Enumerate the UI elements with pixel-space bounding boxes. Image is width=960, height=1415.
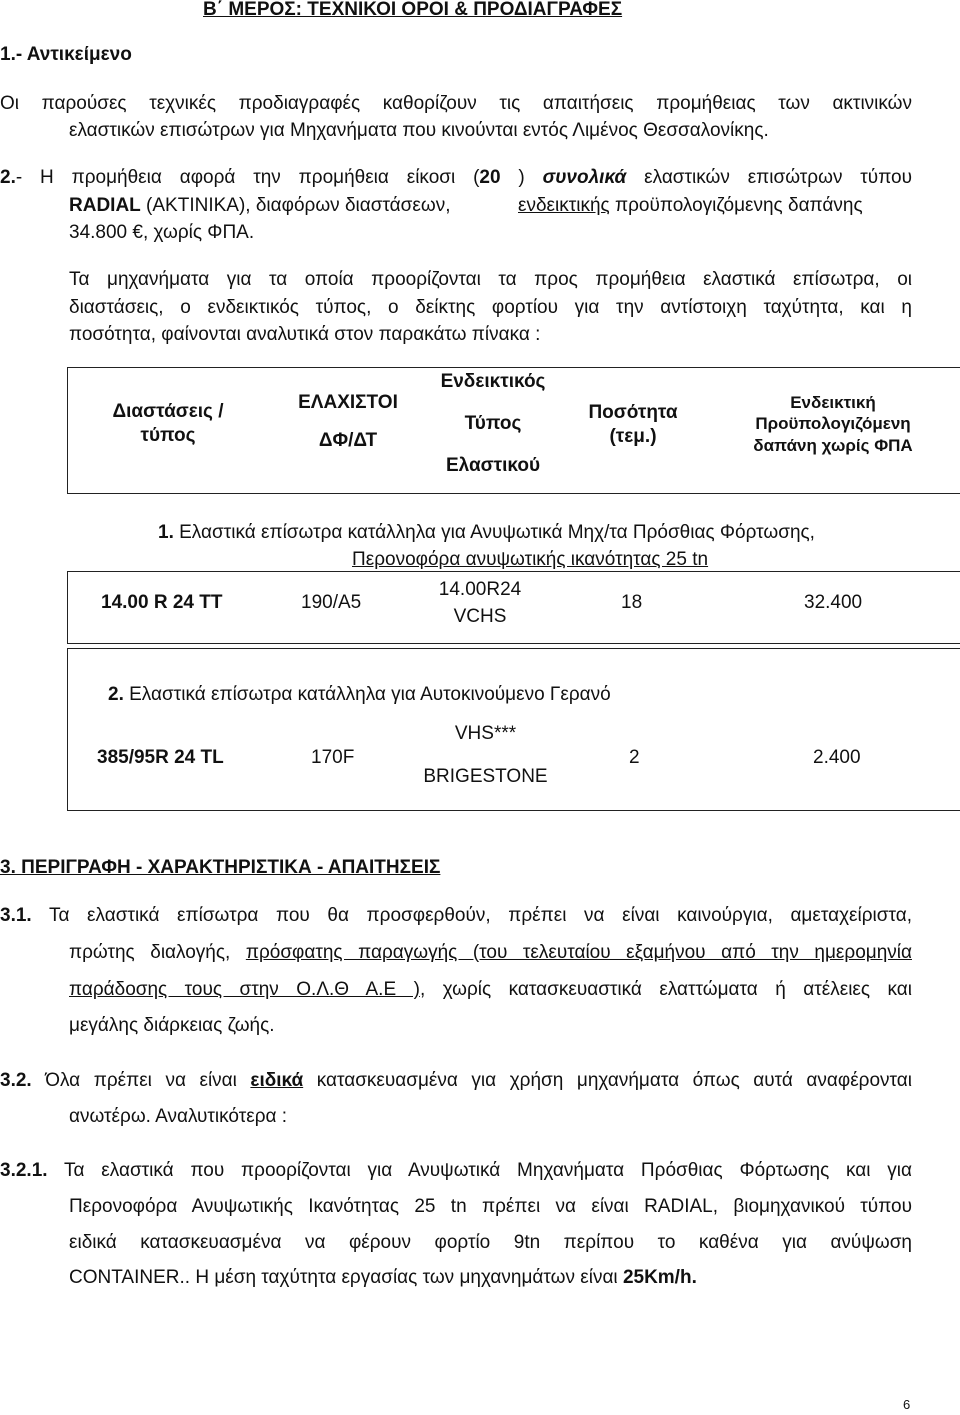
p32-l1-b: ειδικά [250, 1070, 304, 1091]
s2-l1-e: ελαστικών επισώτρων τύπου [626, 167, 912, 188]
group-2-cost: 2.400 [813, 747, 861, 768]
p31-l1: Τα ελαστικά επίσωτρα που θα προσφερθούν, πρέπει να είναι καινούργια, αμεταχείριστα, [31, 905, 912, 926]
p32-line-1 [0, 1070, 912, 1092]
p32-num: 3.2. [0, 1070, 32, 1091]
p321-num: 3.2.1. [0, 1160, 48, 1181]
group-2-title-text: Ελαστικά επίσωτρα κατάλληλα για Αυτοκινούμενο Γερανό [123, 684, 611, 705]
header-qty-l2: (τεμ.) [609, 425, 657, 447]
header-type-l2: Τύπος [464, 412, 522, 434]
group-1-type-l1: 14.00R24 [438, 579, 522, 600]
intro-line-2: ελαστικών επισώτρων για Μηχανήματα που κινούνται εντός Λιμένος Θεσσαλονίκης. [69, 120, 769, 141]
machines-line-1: Τα μηχανήματα για τα οποία προορίζονται τα προς προμήθεια ελαστικά επίσωτρα, οι [69, 269, 912, 290]
p31-l3-a: παράδοσης τους στην Ο.Λ.Θ Α.Ε ) [69, 979, 420, 1000]
header-min-l2: ΔΦ/ΔΤ [318, 429, 378, 451]
part-title: Β΄ ΜΕΡΟΣ: ΤΕΧΝΙΚΟΙ ΟΡΟΙ & ΠΡΟΔΙΑΓΡΑΦΕΣ [203, 0, 623, 20]
s2-l1-c: ) [500, 167, 543, 188]
section-1-title [0, 44, 132, 66]
group-2-qty: 2 [629, 747, 640, 768]
group-2-type-l1: VHS*** [454, 723, 517, 744]
header-min-l1: ΕΛΑΧΙΣΤΟΙ [298, 392, 398, 413]
group-2-type [388, 723, 583, 788]
header-type-l3: Ελαστικού [445, 454, 541, 476]
group-1-num: 1. [158, 522, 174, 543]
header-cost-l2: Προϋπολογιζόμενη [755, 414, 911, 434]
group-1-qty: 18 [621, 592, 643, 613]
section-2-line-2 [69, 195, 912, 217]
page-number: 6 [903, 1397, 911, 1412]
machines-line-2: διαστάσεις, ο ενδεικτικός τύπος, ο δείκτης φορτίου για την αντίστοιχη ταχύτητα, και η [69, 297, 912, 318]
group-1-dims: 14.00 R 24 TT [101, 592, 223, 613]
section-3-title: 3. ΠΕΡΙΓΡΑΦΗ - ΧΑΡΑΚΤΗΡΙΣΤΙΚΑ - ΑΠΑΙΤΗΣΕΙΣ [0, 857, 441, 878]
p321-line-1 [0, 1160, 912, 1182]
section-1-title-text: 1.- Αντικείμενο [0, 44, 132, 65]
s2-l2-right [518, 195, 863, 217]
p31-line-4: μεγάλης διάρκειας ζωής. [69, 1015, 275, 1036]
group-1-min: 190/A5 [301, 592, 362, 613]
header-cost-l3: δαπάνη χωρίς ΦΠΑ [753, 435, 913, 455]
header-dims-l1: Διαστάσεις / [112, 401, 224, 422]
p31-line-2 [69, 942, 912, 964]
header-tire-type [408, 370, 578, 477]
group-1-row [67, 571, 960, 644]
header-dimensions [68, 400, 268, 448]
group-2-min: 170F [311, 747, 355, 768]
group-1-title-l1: Ελαστικά επίσωτρα κατάλληλα για Ανυψωτικά Μηχ/τα Πρόσθιας Φόρτωσης, [173, 522, 815, 543]
machines-line-3: ποσότητα, φαίνονται αναλυτικά στον παρακάτω πίνακα : [69, 324, 541, 345]
p32-line-2: ανωτέρω. Αναλυτικότερα : [69, 1106, 288, 1127]
s2-l1-b: 20 [479, 167, 501, 188]
header-quantity [558, 401, 708, 449]
group-2-box [67, 648, 960, 811]
p321-line-2: Περονοφόρα Ανυψωτικής Ικανότητας 25 tn πρέπει να είναι RADIAL, βιομηχανικού τύπου [69, 1196, 912, 1217]
group-1-cost: 32.400 [804, 592, 863, 613]
group-1-title-line-2: Περονοφόρα ανυψωτικής ικανότητας 25 tn [352, 549, 709, 570]
group-2-title [108, 684, 611, 706]
p31-num: 3.1. [0, 905, 32, 926]
p31-l3-b: , χωρίς κατασκευαστικά ελαττώματα ή ατέλειες και [419, 979, 912, 1000]
p31-l2-a: πρώτης διαλογής, [69, 942, 246, 963]
group-1-title-line-1 [158, 522, 815, 544]
section-2-line-3: 34.800 €, χωρίς ΦΠΑ. [69, 222, 255, 243]
header-cost-l1: Ενδεικτική [790, 393, 876, 412]
group-1-type [418, 576, 542, 630]
s2-l1-a: - Η προμήθεια αφορά την προμήθεια είκοσι ( [15, 167, 480, 188]
p32-l1-a: Όλα πρέπει να είναι [31, 1070, 251, 1091]
p31-line-1 [0, 905, 912, 927]
s2-l2-d: προϋπολογιζόμενης δαπάνης [609, 195, 863, 216]
section-2-line-1 [0, 167, 912, 189]
intro-line-1: Οι παρούσες τεχνικές προδιαγραφές καθορίζουν τις απαιτήσεις προμήθειας των ακτινικών [0, 93, 912, 114]
header-dims-l2: τύπος [140, 424, 196, 446]
section-2-num: 2. [0, 167, 16, 188]
group-2-num: 2. [108, 684, 124, 705]
s2-l1-d: συνολικά [542, 167, 627, 188]
header-min-index [268, 391, 428, 453]
group-1-type-l2: VCHS [453, 606, 507, 627]
s2-l2-b: (ΑΚΤΙΝΙΚΑ), διαφόρων διαστάσεων, [140, 195, 451, 216]
s2-l2-c: ενδεικτικής [518, 195, 610, 216]
p321-l1: Τα ελαστικά που προορίζονται για Ανυψωτικά Μηχανήματα Πρόσθιας Φόρτωσης και για [47, 1160, 912, 1181]
group-2-type-l2: BRIGESTONE [423, 766, 548, 787]
p31-l2-b: πρόσφατης παραγωγής (του τελευταίου εξαμήνου από την ημερομηνία [245, 942, 912, 963]
p31-line-3 [69, 979, 912, 1001]
p321-l4-b: 25Km/h. [622, 1267, 697, 1288]
p321-l4-a: CONTAINER.. Η μέση ταχύτητα εργασίας των μηχανημάτων είναι [69, 1267, 623, 1288]
p321-line-4 [69, 1267, 697, 1289]
header-qty-l1: Ποσότητα [588, 402, 678, 423]
group-2-dims: 385/95R 24 TL [97, 747, 224, 768]
p321-line-3: ειδικά κατασκευασμένα να φέρουν φορτίο 9tn περίπου το καθένα για ανύψωση [69, 1232, 912, 1253]
header-type-l1: Ενδεικτικός [440, 371, 546, 392]
header-cost [708, 392, 958, 456]
p32-l1-c: κατασκευασμένα για χρήση μηχανήματα όπως αυτά αναφέρονται [303, 1070, 912, 1091]
table-header [67, 367, 960, 494]
s2-l2-a: RADIAL [69, 195, 141, 216]
